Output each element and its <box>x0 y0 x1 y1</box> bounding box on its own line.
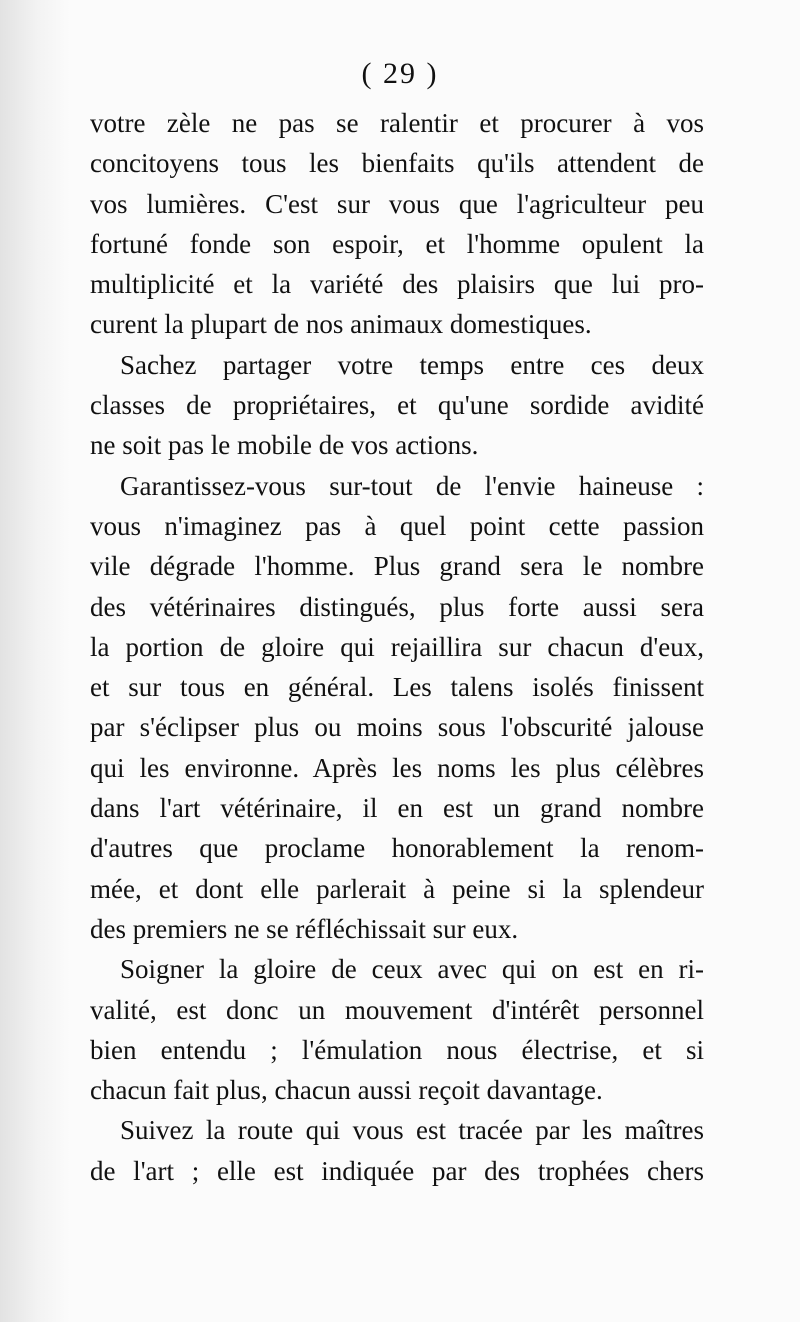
text-line: vous n'imaginez pas à quel point cette passion <box>90 510 704 541</box>
text-line: par s'éclipser plus ou moins sous l'obscurité jalouse <box>90 712 704 743</box>
text-line: bien entendu ; l'émulation nous électrise, et si <box>90 1034 704 1065</box>
text-line: de l'art ; elle est indiquée par des trophées chers <box>90 1155 704 1186</box>
text-line: chacun fait plus, chacun aussi reçoit davantage. <box>90 1075 603 1106</box>
paragraph-first-line: Soigner la gloire de ceux avec qui on est en ri- <box>120 954 704 985</box>
text-line: classes de propriétaires, et qu'une sordide avidité <box>90 390 704 421</box>
text-line: concitoyens tous les bienfaits qu'ils attendent de <box>90 148 704 179</box>
paragraph-first-line: Suivez la route qui vous est tracée par les maîtres <box>120 1115 704 1146</box>
text-line: des premiers ne se réfléchissait sur eux. <box>90 913 519 944</box>
text-line: la portion de gloire qui rejaillira sur chacun d'eux, <box>90 631 704 662</box>
text-line: valité, est donc un mouvement d'intérêt personnel <box>90 994 704 1025</box>
text-line: dans l'art vétérinaire, il en est un grand nombre <box>90 793 704 824</box>
text-line: fortuné fonde son espoir, et l'homme opulent la <box>90 228 704 259</box>
text-line: votre zèle ne pas se ralentir et procurer à vos <box>90 108 704 138</box>
text-line: curent la plupart de nos animaux domestiques. <box>90 309 592 340</box>
page-number: ( 29 ) <box>361 57 439 90</box>
text-line: vos lumières. C'est sur vous que l'agriculteur peu <box>90 188 704 219</box>
text-line: ne soit pas le mobile de vos actions. <box>90 430 479 461</box>
body-text <box>90 103 704 1191</box>
text-line: vile dégrade l'homme. Plus grand sera le nombre <box>90 551 704 582</box>
paragraph-first-line: Garantissez-vous sur-tout de l'envie haineuse : <box>120 470 704 501</box>
text-line: d'autres que proclame honorablement la renom- <box>90 833 704 864</box>
paragraph-first-line: Sachez partager votre temps entre ces deux <box>120 349 704 380</box>
text-line: mée, et dont elle parlerait à peine si la splendeur <box>90 873 704 904</box>
text-line: et sur tous en général. Les talens isolés finissent <box>90 672 704 703</box>
page-gutter-shadow <box>0 0 70 1322</box>
text-line: des vétérinaires distingués, plus forte aussi sera <box>90 591 704 622</box>
text-line: qui les environne. Après les noms les plus célèbres <box>90 752 704 783</box>
text-line: multiplicité et la variété des plaisirs que lui pro- <box>90 269 704 300</box>
